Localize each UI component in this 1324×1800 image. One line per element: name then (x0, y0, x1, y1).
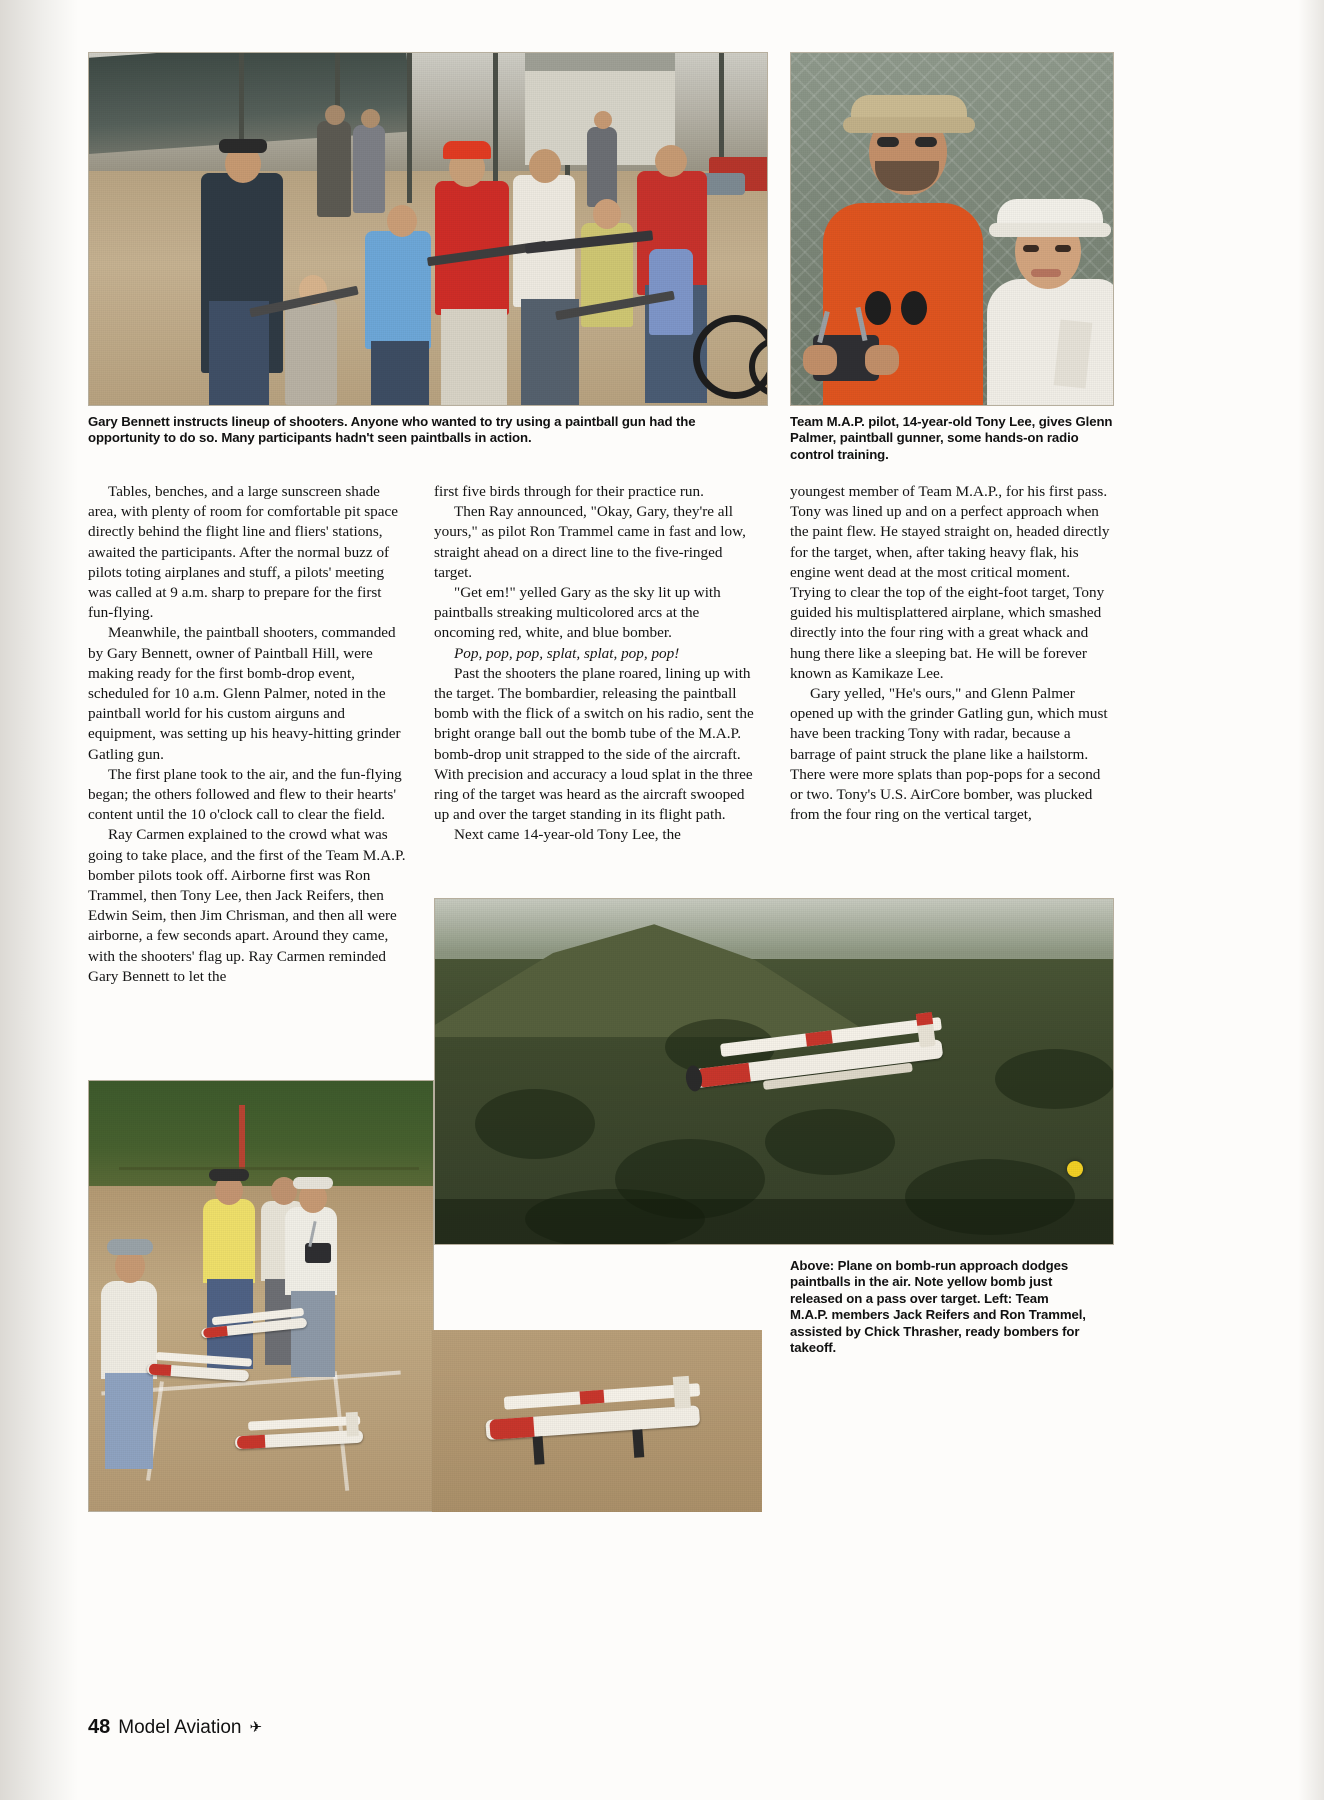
paragraph: Next came 14-year-old Tony Lee, the (454, 826, 681, 844)
caption-bomb-run: Above: Plane on bomb-run approach dodges paintballs in the air. Note yellow bomb just released on a pass over target. Left: Team M.A.P. members Jack Reifers and Ron Trammel, assisted by Chick Thrasher, ready bombers for takeoff. (790, 1258, 1086, 1356)
paragraph: youngest member of Team M.A.P., for his first pass. Tony was lined up and on a perfect approach when the paint flew. He stayed straight on, headed directly for the target, when, after taking heavy flak, his engine went dead at the most critical moment. Trying to clear the top of the eight-foot target, Tony guided his multisplattered airplane, which smashed directly into the four ring with a great whack and hung there like a sleeping bat. He will be forever known as Kamikaze Lee. (790, 483, 1110, 682)
caption-tony-lee: Team M.A.P. pilot, 14-year-old Tony Lee, gives Glenn Palmer, paintball gunner, some hands-on radio control training. (790, 414, 1113, 462)
paragraph: Ray Carmen explained to the crowd what was going to take place, and the first of the Team M.A.P. bomber pilots took off. Airborne first was Ron Trammel, then Tony Lee, then Jack Reifers, then Edwin Seim, then Jim Chrisman, and then all were airborne, a few seconds apart. Around they came, with the shooters' flag up. Ray Carmen reminded Gary Bennett to let the (88, 826, 406, 985)
airplane-icon: ✈ (249, 1719, 263, 1736)
paragraph: Past the shooters the plane roared, lining up with the target. The bombardier, releasing the paintball bomb with the flick of a switch on his radio, sent the bright orange ball out the bomb tube of the M.A.P. bomb-drop unit strapped to the side of the aircraft. With precision and accuracy a loud splat in the three ring of the target was heard as the aircraft swooped up and over the target standing in its flight path. (434, 664, 754, 824)
body-column-1 (88, 482, 410, 987)
paragraph: "Get em!" yelled Gary as the sky lit up with paintballs streaking multicolored arcs at the oncoming red, white, and blue bomber. (434, 584, 721, 642)
body-column-3 (790, 482, 1112, 825)
paragraph: Then Ray announced, "Okay, Gary, they're all yours," as pilot Ron Trammel came in fast and low, straight ahead on a direct line to the five-ringed target. (434, 503, 746, 581)
paragraph: Gary yelled, "He's ours," and Glenn Palmer opened up with the grinder Gatling gun, which must have been tracking Tony with radar, because a barrage of paint struck the plane like a hailstorm. There were more splats than pop-pops for a second or two. Tony's U.S. AirCore bomber, was plucked from the four ring on the vertical target, (790, 685, 1108, 824)
paragraph: The first plane took to the air, and the fun-flying began; the others followed and flew to their hearts' content until the 10 o'clock call to clear the field. (88, 765, 402, 824)
page-footer (88, 1716, 262, 1739)
publication-name: Model Aviation (118, 1717, 242, 1738)
photo-bomb-run-approach (434, 898, 1114, 1245)
paragraph: Meanwhile, the paintball shooters, commanded by Gary Bennett, owner of Paintball Hill, were making ready for the first bomb-drop event, scheduled for 10 a.m. Glenn Palmer, noted in the paintball world for his custom airguns and equipment, was setting up his heavy-hitting grinder Gatling gun. (88, 624, 401, 763)
caption-shooters-lineup: Gary Bennett instructs lineup of shooters. Anyone who wanted to try using a paintball gun had the opportunity to do so. Many participants hadn't seen paintballs in action. (88, 414, 696, 446)
paragraph: first five birds through for their practice run. (434, 483, 704, 500)
body-column-2 (434, 482, 756, 846)
paragraph: Tables, benches, and a large sunscreen shade area, with plenty of room for comfortable pit space directly behind the flight line and fliers' stations, awaited the participants. After the normal buzz of pilots toting airplanes and stuff, a pilots' meeting was called at 9 a.m. sharp to prepare for the first fun-flying. (88, 483, 398, 622)
page-number: 48 (88, 1716, 111, 1738)
paragraph-onomatopoeia: Pop, pop, pop, splat, splat, pop, pop! (454, 644, 680, 662)
photo-shooters-lineup (88, 52, 768, 406)
photo-tony-lee-glenn-palmer (790, 52, 1114, 406)
photo-flightline-overflow (432, 1330, 762, 1512)
photo-flightline-bombers (88, 1080, 434, 1512)
